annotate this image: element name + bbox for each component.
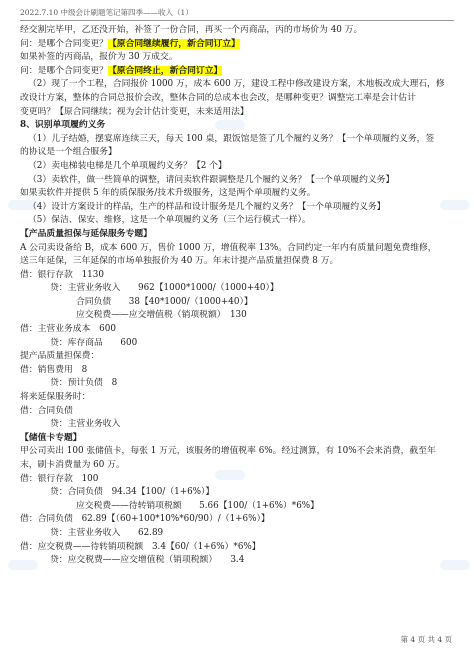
text-line — [20, 269, 454, 283]
line-text: 末，刷卡消费量为 60 万。 — [20, 460, 125, 470]
text-line — [20, 187, 454, 201]
text-line — [20, 106, 454, 120]
text-line — [20, 350, 454, 364]
line-text: 问：是哪个合同变更？ — [20, 38, 108, 49]
page-footer: 第 4 页 共 4 页 — [400, 635, 452, 644]
text-line — [20, 174, 454, 188]
line-text: 提产品质量担保费： — [20, 351, 100, 362]
line-text: 将来延保服务时： — [20, 392, 91, 403]
line-text: （4）设计方案设计的样品，生产的样品和设计服务是几个履约义务？【一个单项履约义务】 — [28, 201, 386, 212]
line-text: 变更吗？【原合同继续；视为会计估计变更，未来适用法】 — [20, 106, 249, 117]
text-line — [20, 500, 454, 514]
text-line — [20, 201, 454, 215]
line-text: 贷：应交税费——应交增值税（销项税额） 3.4 — [50, 555, 245, 566]
line-text: 甲公司卖出 100 张储值卡，每张 1 万元，该服务的增值税率 6%。经过测算，有 10%不会来消费，截至年 — [20, 446, 436, 457]
text-line — [20, 554, 454, 568]
text-line — [20, 527, 454, 541]
text-line — [20, 486, 454, 500]
line-text: 【储值卡专题】 — [20, 432, 82, 443]
line-text: （2）卖电梯装电梯是几个单项履约义务？【2 个】 — [28, 160, 227, 171]
document-body — [20, 24, 454, 568]
text-line — [20, 146, 454, 160]
line-text: 经交割完毕甲，乙还没开始，补签了一份合同，再买一个丙商品，丙的市场价为 40 万。 — [20, 25, 363, 35]
line-text: 借：银行存款 1130 — [20, 269, 104, 280]
text-line — [20, 513, 454, 527]
text-line — [20, 133, 454, 147]
text-line — [20, 337, 454, 351]
line-text: 贷：主营业务收入 962【1000*1000/（1000+40）】 — [50, 283, 279, 294]
text-line — [20, 24, 454, 38]
line-text: 改设计方案，整体的合同总报价会改，整体合同的总成本也会改，是哪种变更？调整完工率是会计估计 — [20, 92, 416, 103]
text-line — [20, 92, 454, 106]
line-text: 【产品质量担保与延保服务专题】 — [20, 228, 152, 239]
line-text: 的协议是一个组合服务】 — [20, 147, 117, 158]
line-text: 借：合同负债 62.89【（60+100*10%*60/90）/（1+6%）】 — [20, 514, 270, 525]
text-line — [20, 119, 454, 133]
line-text: 贷：合同负债 94.34【100/（1+6%）】 — [50, 487, 215, 498]
text-line — [20, 445, 454, 459]
text-line — [20, 51, 454, 65]
text-line — [20, 364, 454, 378]
text-line — [20, 242, 454, 256]
line-text: （5）保洁、保安、维修，这是一个单项履约义务（三个运行模式一样）。 — [28, 215, 311, 226]
line-text: 应交税费——待转销项税额 5.66【100/（1+6%）*6%】 — [76, 500, 319, 511]
line-text: 贷：预计负债 8 — [50, 378, 118, 389]
text-line — [20, 296, 454, 310]
text-line — [20, 65, 454, 79]
header-divider — [20, 20, 454, 21]
line-text: 送三年延保，三年延保的市场单独报价为 40 万。年末计提产品质量担保费 8 万。 — [20, 256, 339, 267]
line-text: 合同负债 38【40*1000/（1000+40）】 — [76, 296, 253, 307]
page-header: 2022.7.10 中级会计刷题笔记第四季——收入（1） — [20, 8, 193, 17]
line-text: 借：销售费用 8 — [20, 364, 88, 375]
text-line — [20, 418, 454, 432]
highlighted-answer: 【原合同终止，新合同订立】 — [107, 65, 223, 76]
text-line — [20, 38, 454, 52]
text-line — [20, 228, 454, 242]
text-line — [20, 323, 454, 337]
text-line — [20, 160, 454, 174]
line-text: （1）儿子结婚，摆宴席连续三天，每天 100 桌，跟饭馆是签了几个履约义务？【一个单项履约义务，签 — [28, 133, 435, 144]
line-text: 如果补签的丙商品，报价为 30 万成交。 — [20, 52, 178, 63]
line-text: 借：主营业务成本 600 — [20, 324, 116, 335]
text-line — [20, 78, 454, 92]
text-line — [20, 432, 454, 446]
line-text: 应交税费——应交增值税（销项税额） 130 — [76, 310, 247, 321]
text-line — [20, 459, 454, 473]
text-line — [20, 405, 454, 419]
line-text: 如果卖软件并提供 5 年的质保服务/技术升级服务，这是两个单项履约义务。 — [20, 188, 316, 199]
text-line — [20, 282, 454, 296]
text-line — [20, 473, 454, 487]
line-text: （3）卖软件，做一些简单的调整，请问卖软件跟调整是几个履约义务？【一个单项履约义务】 — [28, 174, 395, 185]
line-text: 借：合同负债 — [20, 405, 73, 416]
line-text: 问：是哪个合同变更？ — [20, 65, 108, 76]
line-text: 贷：主营业务收入 — [50, 419, 121, 430]
line-text: 借：应交税费——待转销项税额 3.4【60/（1+6%）*6%】 — [20, 541, 261, 552]
text-line — [20, 377, 454, 391]
text-line — [20, 309, 454, 323]
line-text: （2）现了一个工程，合同报价 1000 万，成本 600 万，建设工程中修改建设方案，木地板改成大理石，修 — [28, 79, 445, 90]
line-text: A 公司卖设备给 B，成本 600 万，售价 1000 万，增值税率 13%。合同约定一年内有质量问题免费维修， — [20, 242, 437, 253]
line-text: 贷：库存商品 600 — [50, 337, 138, 348]
text-line — [20, 255, 454, 269]
text-line — [20, 541, 454, 555]
highlighted-answer: 【原合同继续履行，新合同订立】 — [107, 38, 240, 49]
text-line — [20, 391, 454, 405]
line-text: 8、识别单项履约义务 — [20, 120, 106, 131]
text-line — [20, 214, 454, 228]
line-text: 借：银行存款 100 — [20, 473, 99, 484]
line-text: 贷：主营业务收入 62.89 — [50, 527, 164, 538]
